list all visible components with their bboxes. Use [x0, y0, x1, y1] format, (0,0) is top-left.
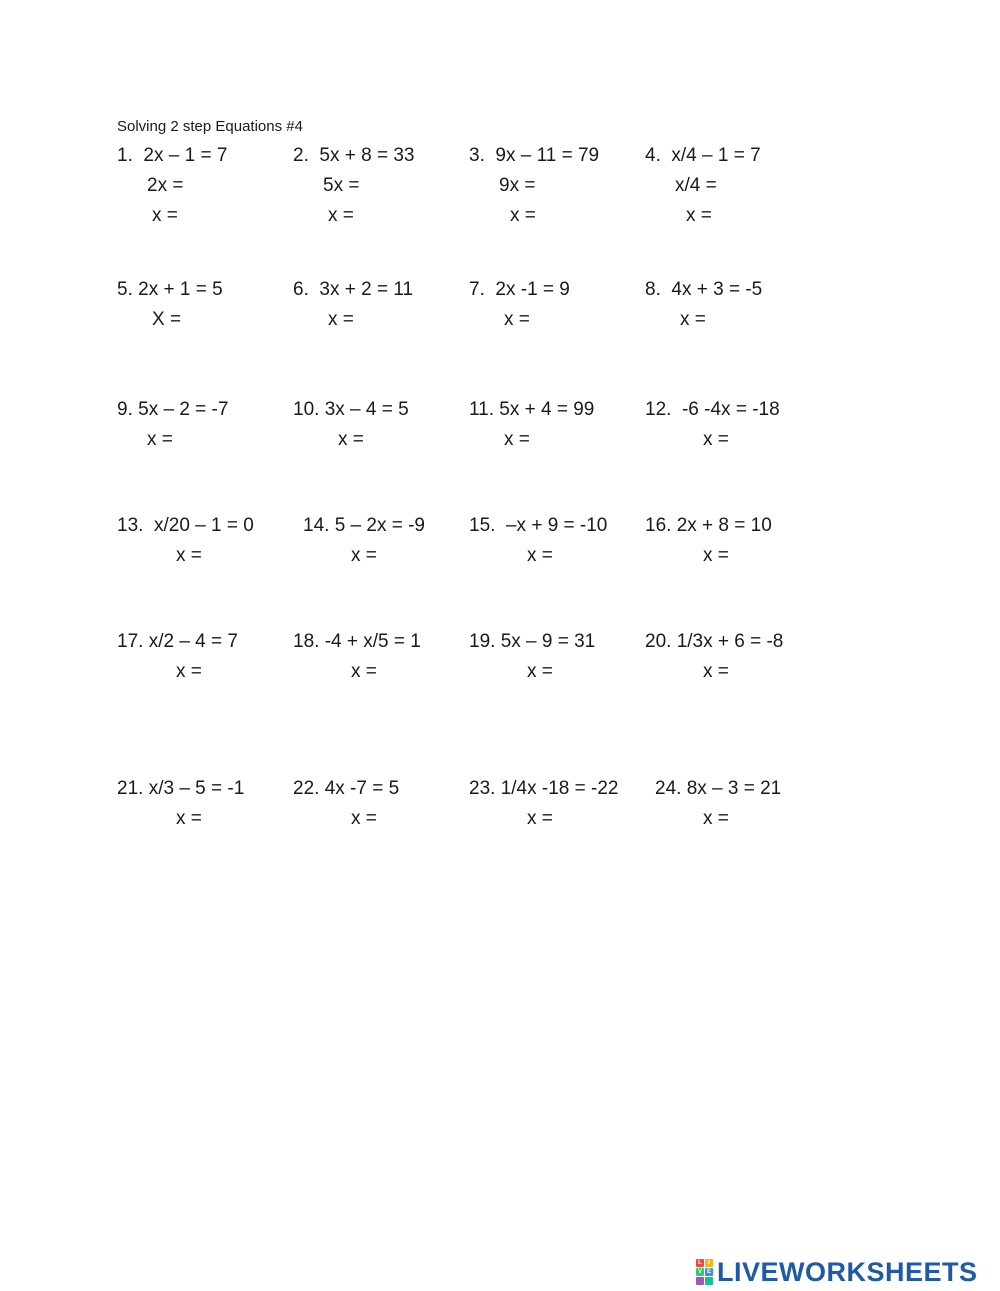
- problem-9-equation: 9. 5x – 2 = -7: [117, 399, 229, 420]
- problem-19-work-line: x =: [527, 661, 553, 682]
- problem-6-work-line: x =: [328, 309, 354, 330]
- problem-14-equation: 14. 5 – 2x = -9: [303, 515, 425, 536]
- logo-icon-tile: L: [696, 1259, 704, 1267]
- problem-24-work-line: x =: [703, 808, 729, 829]
- problem-7-equation: 7. 2x -1 = 9: [469, 279, 570, 300]
- problem-8-equation: 8. 4x + 3 = -5: [645, 279, 763, 300]
- problem-10-equation: 10. 3x – 4 = 5: [293, 399, 409, 420]
- problem-11-work-line: x =: [504, 429, 530, 450]
- problem-21-equation: 21. x/3 – 5 = -1: [117, 778, 245, 799]
- problem-2-equation: 2. 5x + 8 = 33: [293, 145, 415, 166]
- problem-1-work-line: 2x =: [147, 175, 184, 196]
- logo-icon-tile: [705, 1277, 713, 1285]
- problem-4-work-line: x =: [686, 205, 712, 226]
- problem-20-equation: 20. 1/3x + 6 = -8: [645, 631, 784, 652]
- problem-20-work-line: x =: [703, 661, 729, 682]
- problem-13-equation: 13. x/20 – 1 = 0: [117, 515, 254, 536]
- problem-16-work-line: x =: [703, 545, 729, 566]
- problem-18-work-line: x =: [351, 661, 377, 682]
- problem-4-work-line: x/4 =: [675, 175, 717, 196]
- problem-4-equation: 4. x/4 – 1 = 7: [645, 145, 761, 166]
- problem-11-equation: 11. 5x + 4 = 99: [469, 399, 595, 420]
- problem-15-work-line: x =: [527, 545, 553, 566]
- problem-5-work-line: X =: [152, 309, 182, 330]
- problem-9-work-line: x =: [147, 429, 173, 450]
- problem-3-equation: 3. 9x – 11 = 79: [469, 145, 600, 166]
- worksheet-title: Solving 2 step Equations #4: [117, 118, 303, 135]
- logo-icon-tile: I: [705, 1259, 713, 1267]
- problem-8-work-line: x =: [680, 309, 706, 330]
- problem-22-equation: 22. 4x -7 = 5: [293, 778, 400, 799]
- problem-10-work-line: x =: [338, 429, 364, 450]
- problem-14-work-line: x =: [351, 545, 377, 566]
- logo-icon-tile: [696, 1277, 704, 1285]
- problem-3-work-line: 9x =: [499, 175, 536, 196]
- problem-12-equation: 12. -6 -4x = -18: [645, 399, 780, 420]
- liveworksheets-logo-icon: [696, 1259, 713, 1285]
- problem-23-work-line: x =: [527, 808, 553, 829]
- problem-24-equation: 24. 8x – 3 = 21: [655, 778, 782, 799]
- problem-1-equation: 1. 2x – 1 = 7: [117, 145, 228, 166]
- logo-icon-tile: V: [697, 1269, 702, 1275]
- liveworksheets-logo: [696, 1257, 978, 1287]
- logo-icon-tile: E: [706, 1269, 711, 1275]
- liveworksheets-logo-text: LIVEWORKSHEETS: [717, 1256, 978, 1287]
- problem-23-equation: 23. 1/4x -18 = -22: [469, 778, 619, 799]
- problem-17-work-line: x =: [176, 661, 202, 682]
- problem-13-work-line: x =: [176, 545, 202, 566]
- problem-19-equation: 19. 5x – 9 = 31: [469, 631, 596, 652]
- problem-3-work-line: x =: [510, 205, 536, 226]
- problem-7-work-line: x =: [504, 309, 530, 330]
- problem-22-work-line: x =: [351, 808, 377, 829]
- problem-2-work-line: x =: [328, 205, 354, 226]
- problem-6-equation: 6. 3x + 2 = 11: [293, 279, 414, 300]
- problem-17-equation: 17. x/2 – 4 = 7: [117, 631, 238, 652]
- problem-21-work-line: x =: [176, 808, 202, 829]
- problem-18-equation: 18. -4 + x/5 = 1: [293, 631, 421, 652]
- problem-5-equation: 5. 2x + 1 = 5: [117, 279, 223, 300]
- problem-2-work-line: 5x =: [323, 175, 360, 196]
- problem-16-equation: 16. 2x + 8 = 10: [645, 515, 772, 536]
- problem-1-work-line: x =: [152, 205, 178, 226]
- problem-15-equation: 15. –x + 9 = -10: [469, 515, 608, 536]
- problem-12-work-line: x =: [703, 429, 729, 450]
